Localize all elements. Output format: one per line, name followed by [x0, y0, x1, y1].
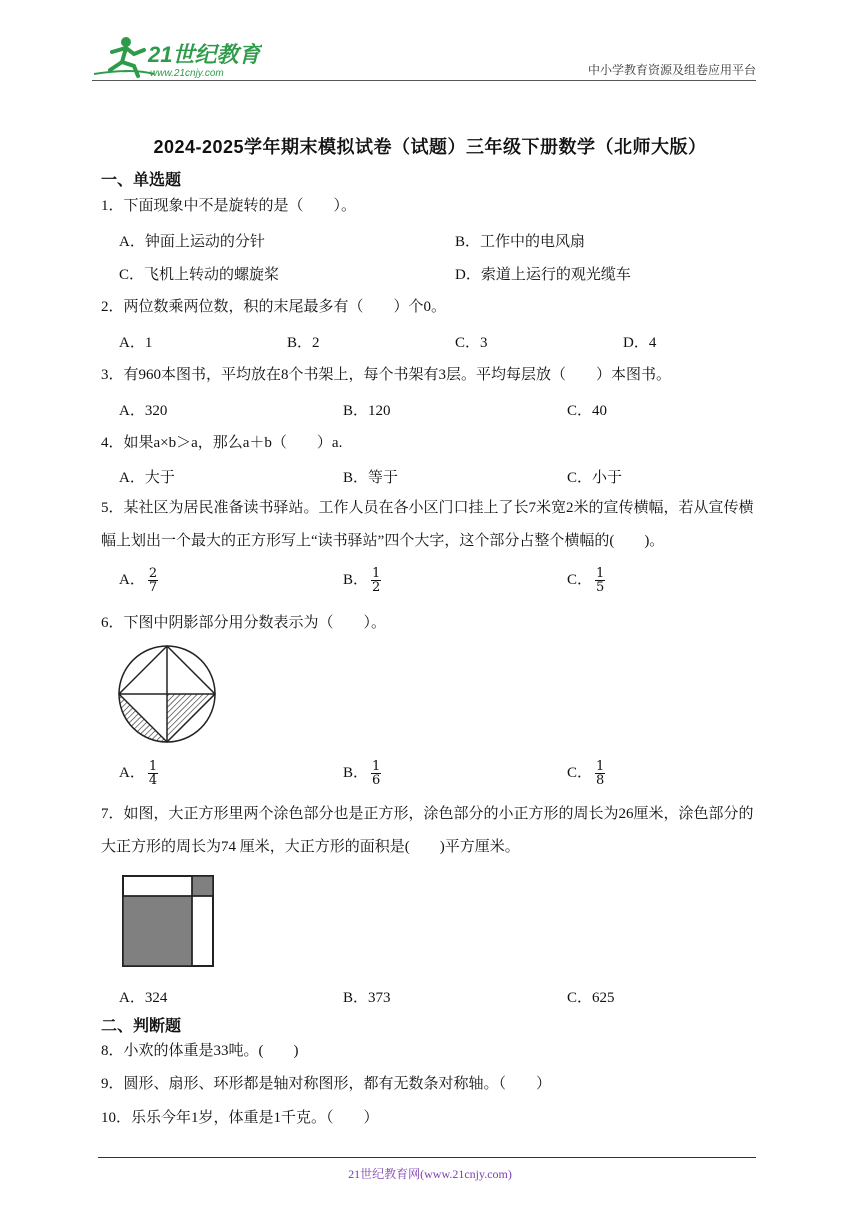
q1-option-c: C．飞机上转动的螺旋桨 — [119, 267, 280, 283]
q5-option-c — [567, 567, 605, 594]
page-title: 2024-2025学年期末模拟试卷（试题）三年级下册数学（北师大版） — [153, 137, 707, 157]
header-divider — [92, 80, 756, 81]
logo — [92, 34, 262, 82]
q6-option-c — [567, 760, 605, 787]
q6-option-a — [119, 760, 158, 787]
question-2: 2．两位数乘两位数，积的末尾最多有（ ）个0。 — [101, 299, 447, 315]
footer-link[interactable]: 21世纪教育网(www.21cnjy.com) — [348, 1167, 512, 1181]
section-heading-true-false: 二、判断题 — [101, 1018, 182, 1035]
q1-option-a: A．钟面上运动的分针 — [119, 234, 265, 250]
q7-option-c: C．625 — [567, 990, 615, 1006]
fraction: $\frac{1}{5}$ — [596, 566, 605, 595]
q5-option-a — [119, 567, 158, 594]
q2-option-b: B．2 — [287, 335, 320, 351]
question-5: 5．某社区为居民准备读书驿站。工作人员在各小区门口挂上了长7米宽2米的宣传横幅，若从宣传横幅上划出一个最大的正方形写上“读书驿站”四个大字，这个部分占整个横幅的( )。 — [101, 500, 754, 549]
fraction: $\frac{2}{7}$ — [148, 566, 158, 595]
q5-option-a-label: A． — [119, 571, 145, 588]
q6-option-b — [343, 760, 381, 787]
q3-option-b: B．120 — [343, 403, 391, 419]
fraction: $\frac{1}{2}$ — [372, 566, 381, 595]
q4-option-b: B．等于 — [343, 470, 399, 486]
logo-text: 21世纪教育 — [148, 42, 261, 67]
nested-squares-figure — [122, 875, 216, 969]
question-8: 8．小欢的体重是33吨。( ) — [101, 1043, 299, 1059]
q6-option-a-label: A． — [119, 764, 145, 781]
question-3: 3．有960本图书，平均放在8个书架上，每个书架有3层。平均每层放（ ）本图书。 — [101, 367, 672, 383]
q3-option-a: A．320 — [119, 403, 168, 419]
q4-option-a: A．大于 — [119, 470, 175, 486]
fraction: $\frac{1}{8}$ — [596, 759, 605, 788]
logo-url: www.21cnjy.com — [150, 68, 224, 79]
q7-option-a: A．324 — [119, 990, 168, 1006]
q4-option-c: C．小于 — [567, 470, 623, 486]
question-1: 1．下面现象中不是旋转的是（ ）。 — [101, 198, 357, 214]
q6-option-c-label: C． — [567, 764, 593, 781]
section-heading-single-choice: 一、单选题 — [101, 172, 182, 189]
question-7: 7．如图，大正方形里两个涂色部分也是正方形，涂色部分的小正方形的周长为26厘米，涂色部分的大正方形的周长为74 厘米，大正方形的面积是( )平方厘米。 — [101, 806, 754, 855]
q3-option-c: C．40 — [567, 403, 608, 419]
q2-option-d: D．4 — [623, 335, 657, 351]
q5-option-b-label: B． — [343, 571, 369, 588]
fraction: $\frac{1}{6}$ — [372, 759, 381, 788]
circle-square-figure — [117, 644, 217, 744]
q7-option-b: B．373 — [343, 990, 391, 1006]
q5-option-b — [343, 567, 381, 594]
q2-option-a: A．1 — [119, 335, 153, 351]
q1-option-d: D．索道上运行的观光缆车 — [455, 267, 631, 283]
q1-option-b: B．工作中的电风扇 — [455, 234, 586, 250]
q2-option-c: C．3 — [455, 335, 488, 351]
question-10: 10．乐乐今年1岁，体重是1千克。（ ） — [101, 1110, 379, 1126]
footer-divider — [98, 1157, 756, 1158]
q5-option-c-label: C． — [567, 571, 593, 588]
q6-option-b-label: B． — [343, 764, 369, 781]
runner-logo-icon — [92, 34, 262, 82]
question-4: 4．如果a×b＞a，那么a＋b（ ）a. — [101, 435, 343, 451]
question-9: 9．圆形、扇形、环形都是轴对称图形，都有无数条对称轴。（ ） — [101, 1076, 552, 1092]
fraction: $\frac{1}{4}$ — [148, 759, 158, 788]
question-6: 6．下图中阴影部分用分数表示为（ ）。 — [101, 615, 387, 631]
platform-label: 中小学教育资源及组卷应用平台 — [587, 63, 756, 77]
